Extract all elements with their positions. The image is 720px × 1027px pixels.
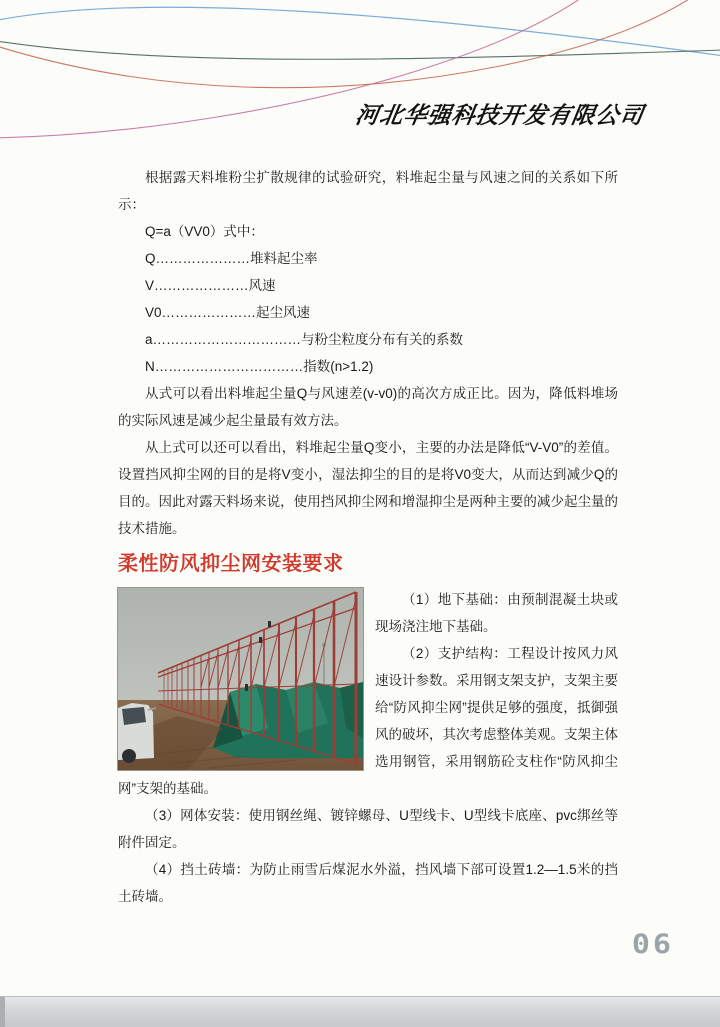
definition-q: Q…………………堆料起尘率 xyxy=(145,251,318,266)
photo-truck xyxy=(118,703,156,763)
curve-red xyxy=(0,0,700,88)
definition-a: a……………………………与粉尘粒度分布有关的系数 xyxy=(145,332,464,347)
decorative-header-curves xyxy=(0,0,720,170)
formula-line: Q=a（VV0）式中： xyxy=(145,224,264,239)
paragraph-conclusion-1: 从式可以看出料堆起尘量Q与风速差(v-v0)的高次方成正比。因为，降低料堆场的实际风速是减少起尘量最有效方法。 xyxy=(118,386,618,428)
company-title xyxy=(0,97,644,130)
document-body xyxy=(118,164,618,910)
curve-green xyxy=(0,40,720,59)
paragraph-intro: 根据露天料堆粉尘扩散规律的试验研究，料堆起尘量与风速之间的关系如下所示： xyxy=(118,170,618,212)
install-item-1: （1）地下基础：由预制混凝土块或现场浇注地下基础。 xyxy=(375,592,618,634)
install-item-3: （3）网体安装：使用钢丝绳、镀锌螺母、U型线卡、U型线卡底座、pvc绑丝等附件固定。 xyxy=(118,808,618,850)
install-item-2: （2）支护结构：工程设计按风力风速设计参数。采用钢支架支护，支架主要给“防风抑尘网”提供足够的强度，抵御强风的破坏，其次考虑整体美观。支架主体选用钢管，采用钢筋砼支柱作“防风抑尘网”支架的基础。 xyxy=(118,646,618,796)
company-title-text: 河北华强科技开发有限公司 xyxy=(353,102,646,128)
paragraph-conclusion-2: 从上式可以还可以看出，料堆起尘量Q变小，主要的办法是降低“V-V0”的差值。设置挡风抑尘网的目的是将V变小，湿法抑尘的目的是将V0变大，从而达到减少Q的目的。因此对露天料场来说，使用挡风抑尘网和增湿抑尘是两种主要的减少起尘量的技术措施。 xyxy=(118,440,618,536)
definition-v: V…………………风速 xyxy=(145,278,276,293)
definition-n: N……………………………指数(n>1.2) xyxy=(145,359,374,374)
section-heading: 柔性防风抑尘网安装要求 xyxy=(118,553,344,575)
definition-v0: V0…………………起尘风速 xyxy=(145,305,311,320)
page-number: 06 xyxy=(631,929,674,960)
dust-net-construction-photo xyxy=(118,588,363,770)
photo-green-tarp-piles xyxy=(213,682,363,758)
curve-blue xyxy=(0,7,720,56)
scan-bottom-edge-left xyxy=(0,997,5,1027)
section-body xyxy=(118,586,618,910)
install-item-4: （4）挡土砖墙：为防止雨雪后煤泥水外溢，挡风墙下部可设置1.2—1.5米的挡土砖墙。 xyxy=(118,862,618,904)
scan-bottom-edge xyxy=(0,996,720,1027)
